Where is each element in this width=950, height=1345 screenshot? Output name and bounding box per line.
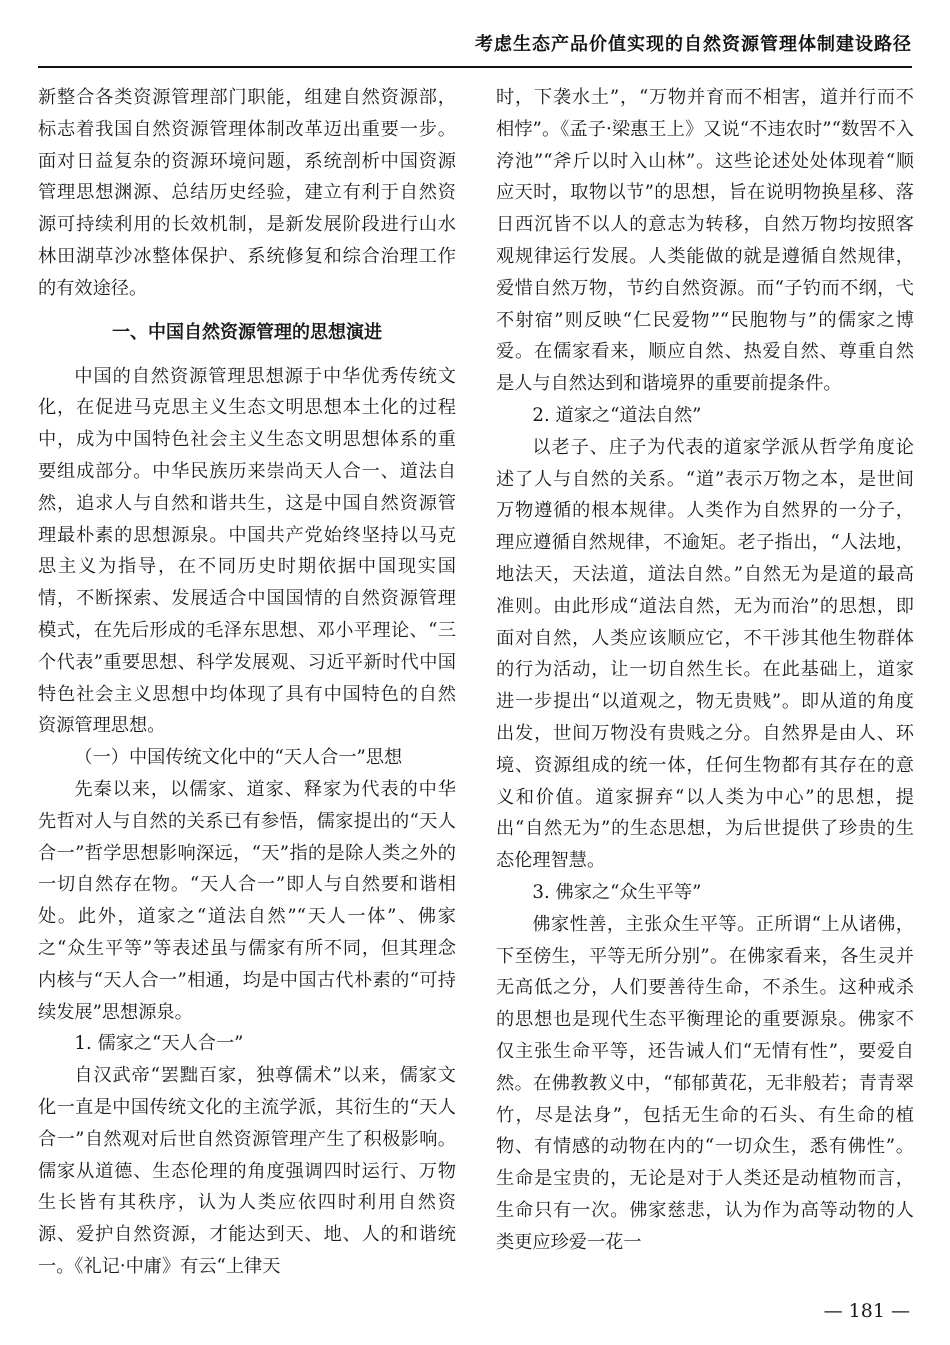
item3-title: 3. 佛家之“众生平等” — [532, 881, 702, 903]
item2-paragraph: 以老子、庄子为代表的道家学派从哲学角度论述了人与自然的关系。“道”表示万物之本，是世间万物遵循的根本规律。人类作为自然界的一分子，理应遵循自然规律，不逾矩。老子指出，“人法地，地法天，天法道，道法自然。”自然无为是道的最高准则。由此形成“道法自然，无为而治”的思想，即面对自然，人类应该顺应它，不干涉其他生物群体的行为活动，让一切自然生长。在此基础上，道家进一步提出“以道观之，物无贵贱”。即从道的角度出发，世间万物没有贵贱之分。自然界是由人、环境、资源组成的统一体，任何生物都有其存在的意义和价值。道家摒弃“以人类为中心”的思想，提出“自然无为”的生态思想，为后世提供了珍贵的生态伦理智慧。 — [496, 436, 914, 872]
intro-paragraph: 新整合各类资源管理部门职能，组建自然资源部，标志着我国自然资源管理体制改革迈出重要一步。面对日益复杂的资源环境问题，系统剖析中国资源管理思想渊源、总结历史经验，建立有利于自然资源可持续利用的长效机制，是新发展阶段进行山水林田湖草沙冰整体保护、系统修复和综合治理工作的有效途径。 — [38, 87, 456, 299]
section-title: 一、中国自然资源管理的思想演进 — [112, 321, 382, 343]
left-column — [38, 82, 456, 1283]
item1-title: 1. 儒家之“天人合一” — [74, 1033, 244, 1055]
running-title: 考虑生态产品价值实现的自然资源管理体制建设路径 — [475, 34, 912, 55]
page-number: — 181 — — [823, 1300, 910, 1322]
subsection-paragraph: 先秦以来，以儒家、道家、释家为代表的中华先哲对人与自然的关系已有参悟，儒家提出的“天人合一”哲学思想影响深远，“天”指的是除人类之外的一切自然存在物。“天人合一”即人与自然要和谐相处。此外，道家之“道法自然”“天人一体”、佛家之“众生平等”等表述虽与儒家有所不同，但其理念内核与“天人合一”相通，均是中国古代朴素的“可持续发展”思想源泉。 — [38, 778, 456, 1023]
item2-title: 2. 道家之“道法自然” — [532, 404, 702, 426]
subsection-title: （一）中国传统文化中的“天人合一”思想 — [74, 747, 403, 769]
continued-paragraph: 时，下袭水土”，“万物并育而不相害，道并行而不相悖”。《孟子·梁惠王上》又说“不违农时”“数罟不入洿池”“斧斤以时入山林”。这些论述处处体现着“顺应天时，取物以节”的思想，旨在说明物换星移、落日西沉皆不以人的意志为转移，自然万物均按照客观规律运行发展。人类能做的就是遵循自然规律，爱惜自然万物，节约自然资源。而“子钓而不纲，弋不射宿”则反映“仁民爱物”“民胞物与”的儒家之博爱。在儒家看来，顺应自然、热爱自然、尊重自然是人与自然达到和谐境界的重要前提条件。 — [496, 87, 914, 395]
section-paragraph: 中国的自然资源管理思想源于中华优秀传统文化，在促进马克思主义生态文明思想本土化的过程中，成为中国特色社会主义生态文明思想体系的重要组成部分。中华民族历来崇尚天人合一、道法自然，追求人与自然和谐共生，这是中国自然资源管理最朴素的思想源泉。中国共产党始终坚持以马克思主义为指导，在不同历史时期依据中国现实国情，不断探索、发展适合中国国情的自然资源管理模式，在先后形成的毛泽东思想、邓小平理论、“三个代表”重要思想、科学发展观、习近平新时代中国特色社会主义思想中均体现了具有中国特色的自然资源管理思想。 — [38, 365, 456, 737]
header-divider — [38, 66, 912, 68]
right-column — [496, 82, 914, 1258]
item3-paragraph: 佛家性善，主张众生平等。正所谓“上从诸佛，下至傍生，平等无所分别”。在佛家看来，各生灵并无高低之分，人们要善待生命，不杀生。这种戒杀的思想也是现代生态平衡理论的重要源泉。佛家不仅主张生命平等，还告诫人们“无情有性”，要爱自然。在佛教教义中，“郁郁黄花，无非般若；青青翠竹，尽是法身”，包括无生命的石头、有生命的植物、有情感的动物在内的“一切众生，悉有佛性”。生命是宝贵的，无论是对于人类还是动植物而言，生命只有一次。佛家慈悲，认为作为高等动物的人类更应珍爱一花一 — [496, 913, 914, 1253]
item1-paragraph: 自汉武帝“罢黜百家，独尊儒术”以来，儒家文化一直是中国传统文化的主流学派，其衍生的“天人合一”自然观对后世自然资源管理产生了积极影响。儒家从道德、生态伦理的角度强调四时运行、万物生长皆有其秩序，认为人类应依四时利用自然资源、爱护自然资源，才能达到天、地、人的和谐统一。《礼记·中庸》有云“上律天 — [38, 1065, 456, 1277]
